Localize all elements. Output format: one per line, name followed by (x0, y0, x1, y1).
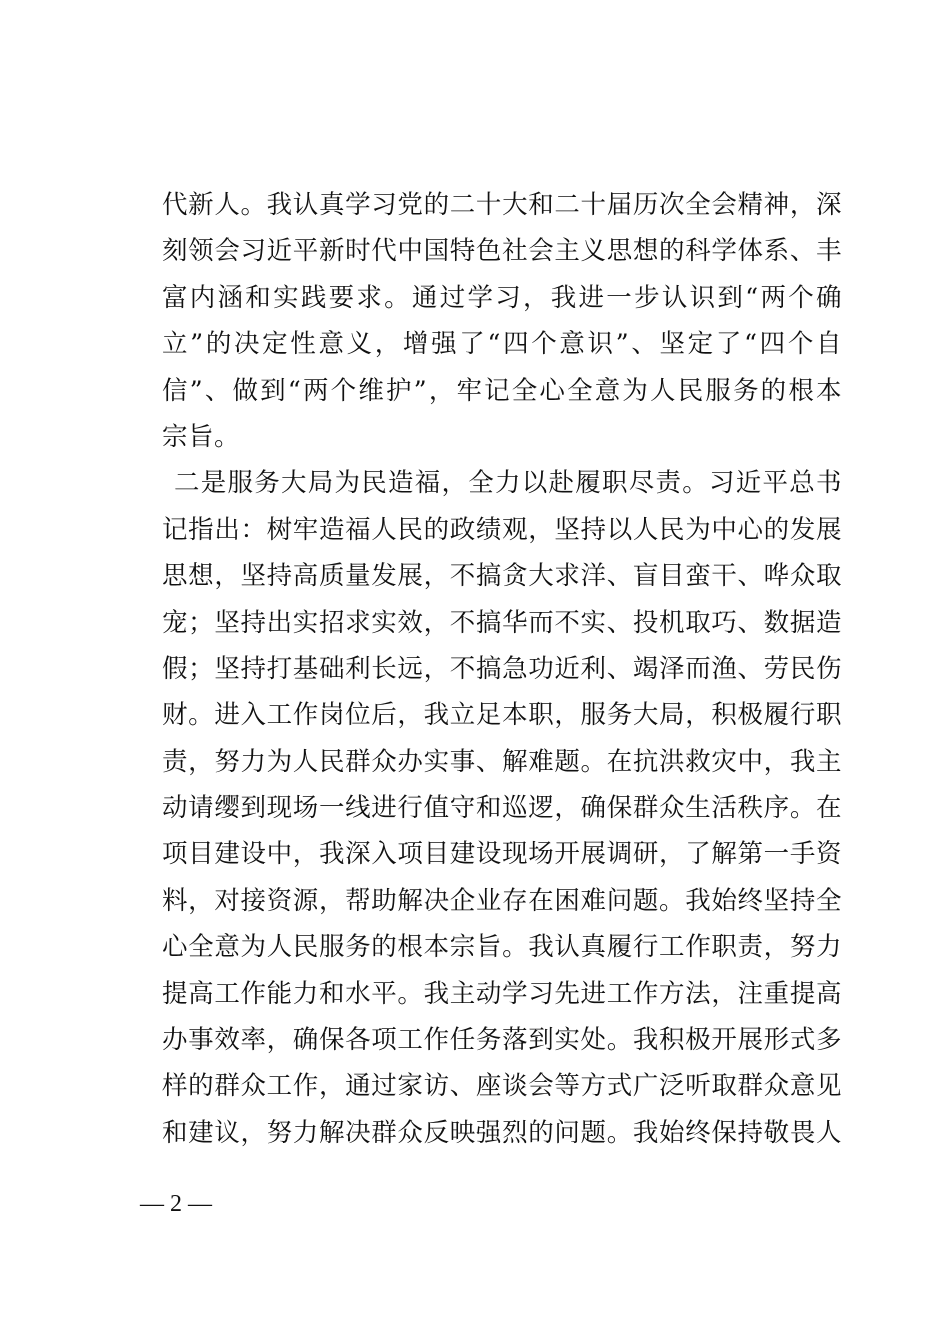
text-line: 项目建设中，我深入项目建设现场开展调研，了解第一手资 (162, 839, 842, 870)
text-line: 宠；坚持出实招求实效，不搞华而不实、投机取巧、数据造 (162, 607, 842, 638)
text-line: 思想，坚持高质量发展，不搞贪大求洋、盲目蛮干、哗众取 (162, 561, 842, 592)
text-line: 提高工作能力和水平。我主动学习先进工作方法，注重提高 (162, 978, 842, 1009)
text-line: 刻领会习近平新时代中国特色社会主义思想的科学体系、丰 (162, 236, 842, 267)
text-line: 动请缨到现场一线进行值守和巡逻，确保群众生活秩序。在 (162, 793, 842, 824)
paragraph-heading-line: 二是服务大局为民造福，全力以赴履职尽责。习近平总书 (174, 468, 842, 499)
text-line: 办事效率，确保各项工作任务落到实处。我积极开展形式多 (162, 1025, 842, 1056)
text-line: 代新人。我认真学习党的二十大和二十届历次全会精神，深 (162, 190, 842, 220)
page-number: — 2 — (140, 1191, 212, 1217)
text-line: 立”的决定性意义，增强了“四个意识”、坚定了“四个自 (162, 329, 842, 360)
text-line: 和建议，努力解决群众反映强烈的问题。我始终保持敬畏人 (162, 1117, 842, 1148)
text-line: 料，对接资源，帮助解决企业存在困难问题。我始终坚持全 (162, 885, 842, 916)
text-line: 信”、做到“两个维护”，牢记全心全意为人民服务的根本 (162, 375, 842, 406)
text-line: 假；坚持打基础利长远，不搞急功近利、竭泽而渔、劳民伤 (162, 653, 842, 684)
text-line: 心全意为人民服务的根本宗旨。我认真履行工作职责，努力 (162, 932, 842, 963)
text-line: 样的群众工作，通过家访、座谈会等方式广泛听取群众意见 (162, 1071, 842, 1102)
body-text (162, 182, 842, 1156)
text-line: 富内涵和实践要求。通过学习，我进一步认识到“两个确 (162, 282, 842, 313)
text-line: 宗旨。 (162, 421, 241, 452)
text-line: 财。进入工作岗位后，我立足本职，服务大局，积极履行职 (162, 700, 842, 731)
text-line: 责，努力为人民群众办实事、解难题。在抗洪救灾中，我主 (162, 746, 842, 777)
text-line: 记指出：树牢造福人民的政绩观，坚持以人民为中心的发展 (162, 514, 842, 545)
